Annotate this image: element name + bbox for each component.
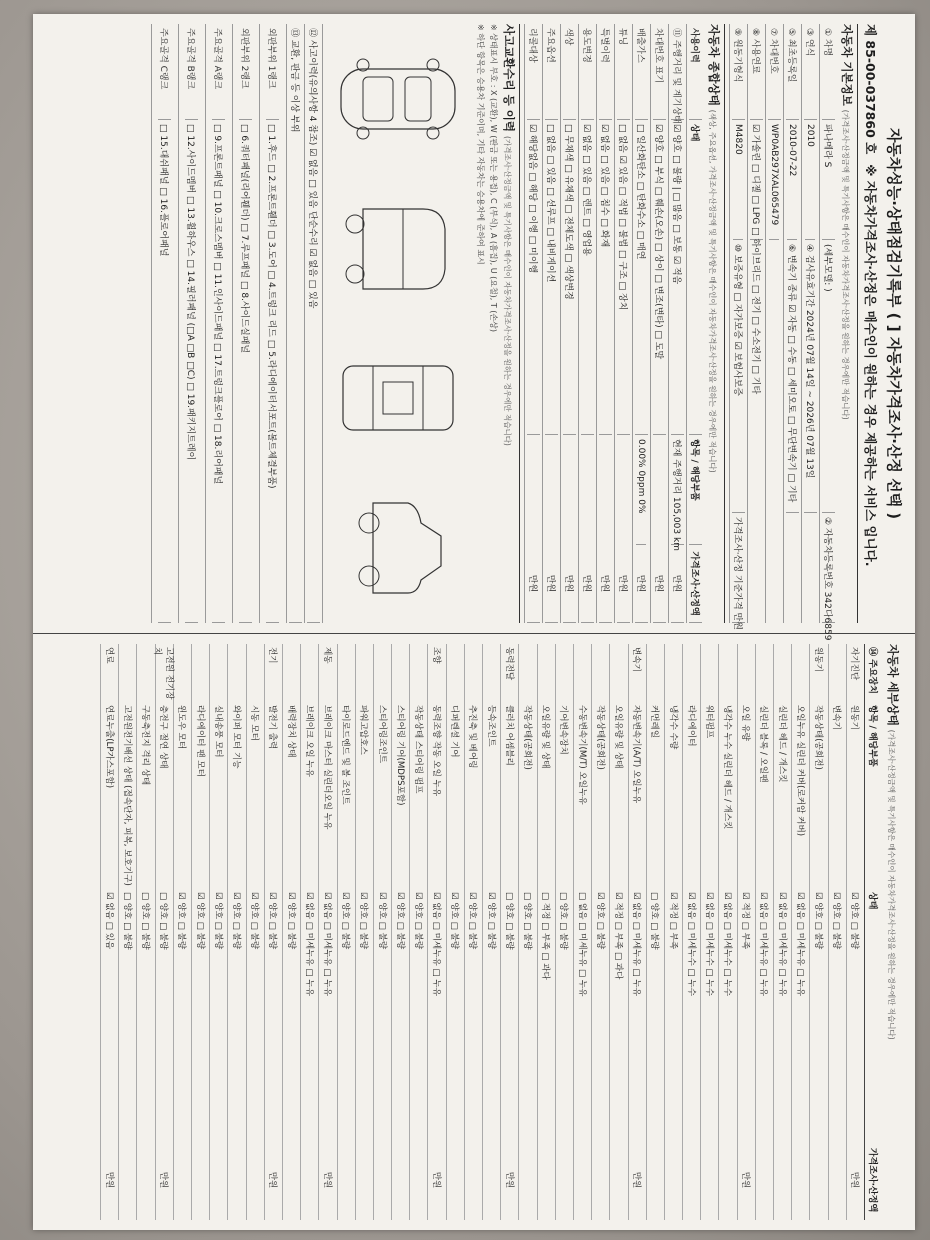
accident-summary-row: ⑫ 사고이력(유의사항 4 참조) ☑ 없음 □ 있음 단순수리 ☑ 없음 □ 있음 [304,24,322,623]
detail-table [100,644,864,1220]
table-row: 차대번호 표기 ☑ 양호 □ 부식 □ 훼손(오손) □ 상이 □ 변조(변타) □ 도말 만원 [650,24,668,623]
table-row: 작동상태(공회전) □ 양호 □ 불량 [518,644,536,1220]
table-row: 조향 동력조향 작동 오일 누유 ☑ 없음 □ 미세누유 □ 누유 만원 [428,644,446,1220]
basic-info-table [729,24,837,641]
accident-legend-2: ※ 하단 항목은 승용차 기준이며, 기타 자동차는 승용차에 준하여 표시 [476,24,485,265]
table-row: 자기진단 원동기 ☑ 양호 □ 불량 만원 [846,644,864,1220]
table-row: 전기 발전기 출력 ☑ 양호 □ 불량 만원 [264,644,282,1220]
table-row: 변속기 ☑ 양호 □ 불량 [828,644,846,1220]
table-row: 제동 브레이크 마스터 실린더오일 누유 ☑ 없음 □ 미세누유 □ 누유 만원 [318,644,336,1220]
car-side-view-diagram [333,189,463,309]
car-diagrams [322,24,473,623]
table-row: 시동 모터 ☑ 양호 □ 불량 [246,644,264,1220]
table-row: 연료 연료누출(LP가스포함) ☑ 없음 □ 있음 만원 [100,644,118,1220]
accident-section: 사고교환수리 등 이력(가격조사·산정금액 및 특기사항은 매수인이 자동차가격조사·산정을 원하는 경우에만 적습니다) [501,24,520,623]
table-row: 냉각수 누수 실린더 헤드 / 개스킷 ☑ 없음 □ 미세누수 □ 누수 [719,644,737,1220]
table-row: 수동변속기(M/T) 오일누유 □ 없음 □ 미세누유 □ 누유 [573,644,591,1220]
table-row: ⑨ 원동기형식 M4820 ⑩ 보증유형 □ 자가보증 ☑ 보험사보증 가격조사·산정 기준가격 만원 [729,24,747,623]
table-row: 실린더 블록 / 오일팬 ☑ 없음 □ 미세누유 □ 누유 [755,644,773,1220]
table-row: 동력전달 클러치 어셈블리 □ 양호 □ 불량 만원 [500,644,518,1220]
table-row: 외판부위 2랭크 □ 6.쿼터패널(리어휀더) □ 7.루프패널 □ 8.사이드실패널 [232,24,259,623]
doc-number: 제 85-00-037860 호 [863,24,878,155]
summary-table [524,24,686,623]
table-row: 구동축전지 격리 상태 □ 양호 □ 불량 [137,644,155,1220]
left-page [33,14,915,641]
detail-header-row: ⑭ 주요장치 항목 / 해당부품 상태 가격조사·산정액 [864,644,883,1220]
table-row: 윈도우 모터 ☑ 양호 □ 불량 [173,644,191,1220]
table-row: 워터펌프 ☑ 없음 □ 미세누수 □ 누수 [700,644,718,1220]
table-row: ⑧ 사용연료 ☑ 가솔린 □ 디젤 □ LPG □ 하이브리드 □ 전기 □ 수소전기 □ 기타 [747,24,765,623]
table-row: 스티어링조인트 ☑ 양호 □ 불량 [373,644,391,1220]
table-row: 리콜대상 ☑ 해당없음 □ 해당 □ 이행 □ 미이행 만원 [524,24,542,623]
summary-section: 자동차 종합상태(색상, 주요옵션, 가격조사·산정금액 및 특기사항은 매수인이 자동차가격조사·산정을 원하는 경우에만 적습니다) [706,24,725,623]
table-row: 배출가스 □ 일산화탄소 □ 탄화수소 □ 매연 0.00% 0ppm 0% 만원 [632,24,650,623]
table-row: 오일유량 및 상태 ☑ 적정 □ 부족 □ 과다 [609,644,627,1220]
table-row: 주요골격 B랭크 □ 12.사이드멤버 □ 13.휠하우스 □ 14.필러패널 (□A □B □C) □ 19.패키지트레이 [178,24,205,623]
table-row: ⑪ 주행거리 및 계기상태 ☑ 양호 □ 불량 | □ 많음 □ 보통 ☑ 적음 현재 주행거리 105,003 km 만원 [668,24,686,623]
table-row: 오일유량 및 상태 □ 적정 □ 부족 □ 과다 [537,644,555,1220]
table-row: 라디에이터 ☑ 없음 □ 미세누수 □ 누수 [682,644,700,1220]
table-row: 기어변속장치 □ 양호 □ 불량 [555,644,573,1220]
table-row: 원동기 작동상태(공회전) ☑ 양호 □ 불량 [809,644,827,1220]
car-top-view-diagram [333,39,463,159]
table-row: ① 차명 파나메라 S (세부모델: ) ② 자동차등록번호 342다6859 [819,24,837,623]
table-row: 외판부위 1랭크 □ 1.후드 □ 2.프론트휀더 □ 3.도어 □ 4.트렁크 리드 □ 5.라디에이터서포트(볼트체결부품) [259,24,286,623]
table-row: 타이로드엔드 및 볼 조인트 ☑ 양호 □ 불량 [337,644,355,1220]
table-row: 와이퍼 모터 기능 ☑ 양호 □ 불량 [227,644,245,1220]
accident-legend: ※ 상태표시 부호 : X (교환), W (판금 또는 용접), C (부식), A (흠집), U (요철), T (손상) [489,24,498,333]
table-row: 변속기 자동변속기(A/T) 오일누유 ☑ 없음 □ 미세누유 □ 누유 만원 [628,644,646,1220]
table-row: 라디에이터 팬 모터 ☑ 양호 □ 불량 [191,644,209,1220]
basic-info-section: 자동차 기본정보(가격조사·산정금액 및 특기사항은 매수인이 자동차가격조사·산정을 원하는 경우에만 적습니다) [839,24,858,623]
table-row: 고전원전기배선 상태 (접속단자, 피복, 보호기구) □ 양호 □ 불량 [118,644,136,1220]
document-number-line [862,24,880,623]
table-row: 작동상태(공회전) ☑ 양호 □ 불량 [591,644,609,1220]
table-row: 스티어링 기어(MDPS포함) ☑ 양호 □ 불량 [391,644,409,1220]
table-row: 커먼레일 □ 양호 □ 불량 [646,644,664,1220]
inspection-sheet [33,14,915,1230]
table-row: ⑦ 차대번호 WP0AB297XAL065479 [765,24,783,623]
table-row: ③ 연식 2010 ④ 검사유효기간 2024년 07월 14일 ~ 2026년 07월 13일 [801,24,819,623]
table-row: 특별이력 ☑ 없음 □ 있음 □ 침수 □ 화재 만원 [596,24,614,623]
table-row: 실내송풍 모터 ☑ 양호 □ 불량 [209,644,227,1220]
table-row: 배력장치 상태 ☑ 양호 □ 불량 [282,644,300,1220]
table-row: 냉각수 수량 ☑ 적정 □ 부족 [664,644,682,1220]
table-row: 튜닝 □ 없음 ☑ 있음 □ 적법 □ 불법 □ 구조 □ 장치 만원 [614,24,632,623]
table-row: 디퍼렌셜 기어 ☑ 양호 □ 불량 [446,644,464,1220]
table-row: 용도변경 ☑ 없음 □ 있음 □ 렌트 □ 영업용 만원 [578,24,596,623]
doc-notice: ※ 자동차가격조사·산정은 매수인이 원하는 경우 제공하는 서비스 입니다. [863,164,878,567]
table-row: 주요골격 C랭크 □ 15.대쉬패널 □ 16.플로어패널 [151,24,178,623]
accident-panel-header: ⑬ 교환, 판금 등 이상 부위 [286,24,304,623]
table-row: 색상 □ 무채색 □ 유채색 □ 전체도색 □ 색상변경 만원 [560,24,578,623]
table-row: 주요골격 A랭크 □ 9.프론트패널 □ 10.크로스멤버 □ 11.인사이드패널 □ 17.트렁크플로어 □ 18.리어패널 [205,24,232,623]
table-row: 추진축 및 베어링 ☑ 양호 □ 불량 [464,644,482,1220]
table-row: 주요옵션 □ 없음 □ 있음 □ 선루프 □ 내비게이션 만원 [542,24,560,623]
table-row: 작동상태 스티어링 펌프 ☑ 양호 □ 불량 [409,644,427,1220]
detail-section: 자동차 세부상태(가격조사·산정금액 및 특기사항은 매수인이 자동차가격조사·산정을 원하는 경우에만 적습니다) [886,644,900,1040]
table-row: 파워고압호스 ☑ 양호 □ 불량 [355,644,373,1220]
table-row: 오일누유 실린더 커버(로커암 커버) ☑ 없음 □ 미세누유 □ 누유 [791,644,809,1220]
table-row: 오일 유량 ☑ 적정 □ 부족 만원 [737,644,755,1220]
table-row: 고전원 전기장치 충전구 절연 상태 □ 양호 □ 불량 만원 [155,644,173,1220]
right-page [33,634,915,1230]
car-frame-diagram [333,338,463,458]
table-row: 등속조인트 ☑ 양호 □ 불량 [482,644,500,1220]
table-row: 실린더 헤드 / 개스킷 ☑ 없음 □ 미세누유 □ 누유 [773,644,791,1220]
panel-table [151,24,286,623]
document-title: 자동차성능·상태점검기록부 ( ] 자동차가격조사·산정 선택 ) [885,127,903,520]
car-rear-view-diagram [333,488,463,608]
summary-header-row: 사용이력 상태 항목 / 해당부품 가격조사·산정액 [686,24,704,623]
table-row: 브레이크 오일 누유 ☑ 없음 □ 미세누유 □ 누유 [300,644,318,1220]
table-row: ⑤ 최초등록일 2010-07-22 ⑥ 변속기 종류 ☑ 자동 □ 수동 □ 세미오토 □ 무단변속기 □ 기타 [783,24,801,623]
